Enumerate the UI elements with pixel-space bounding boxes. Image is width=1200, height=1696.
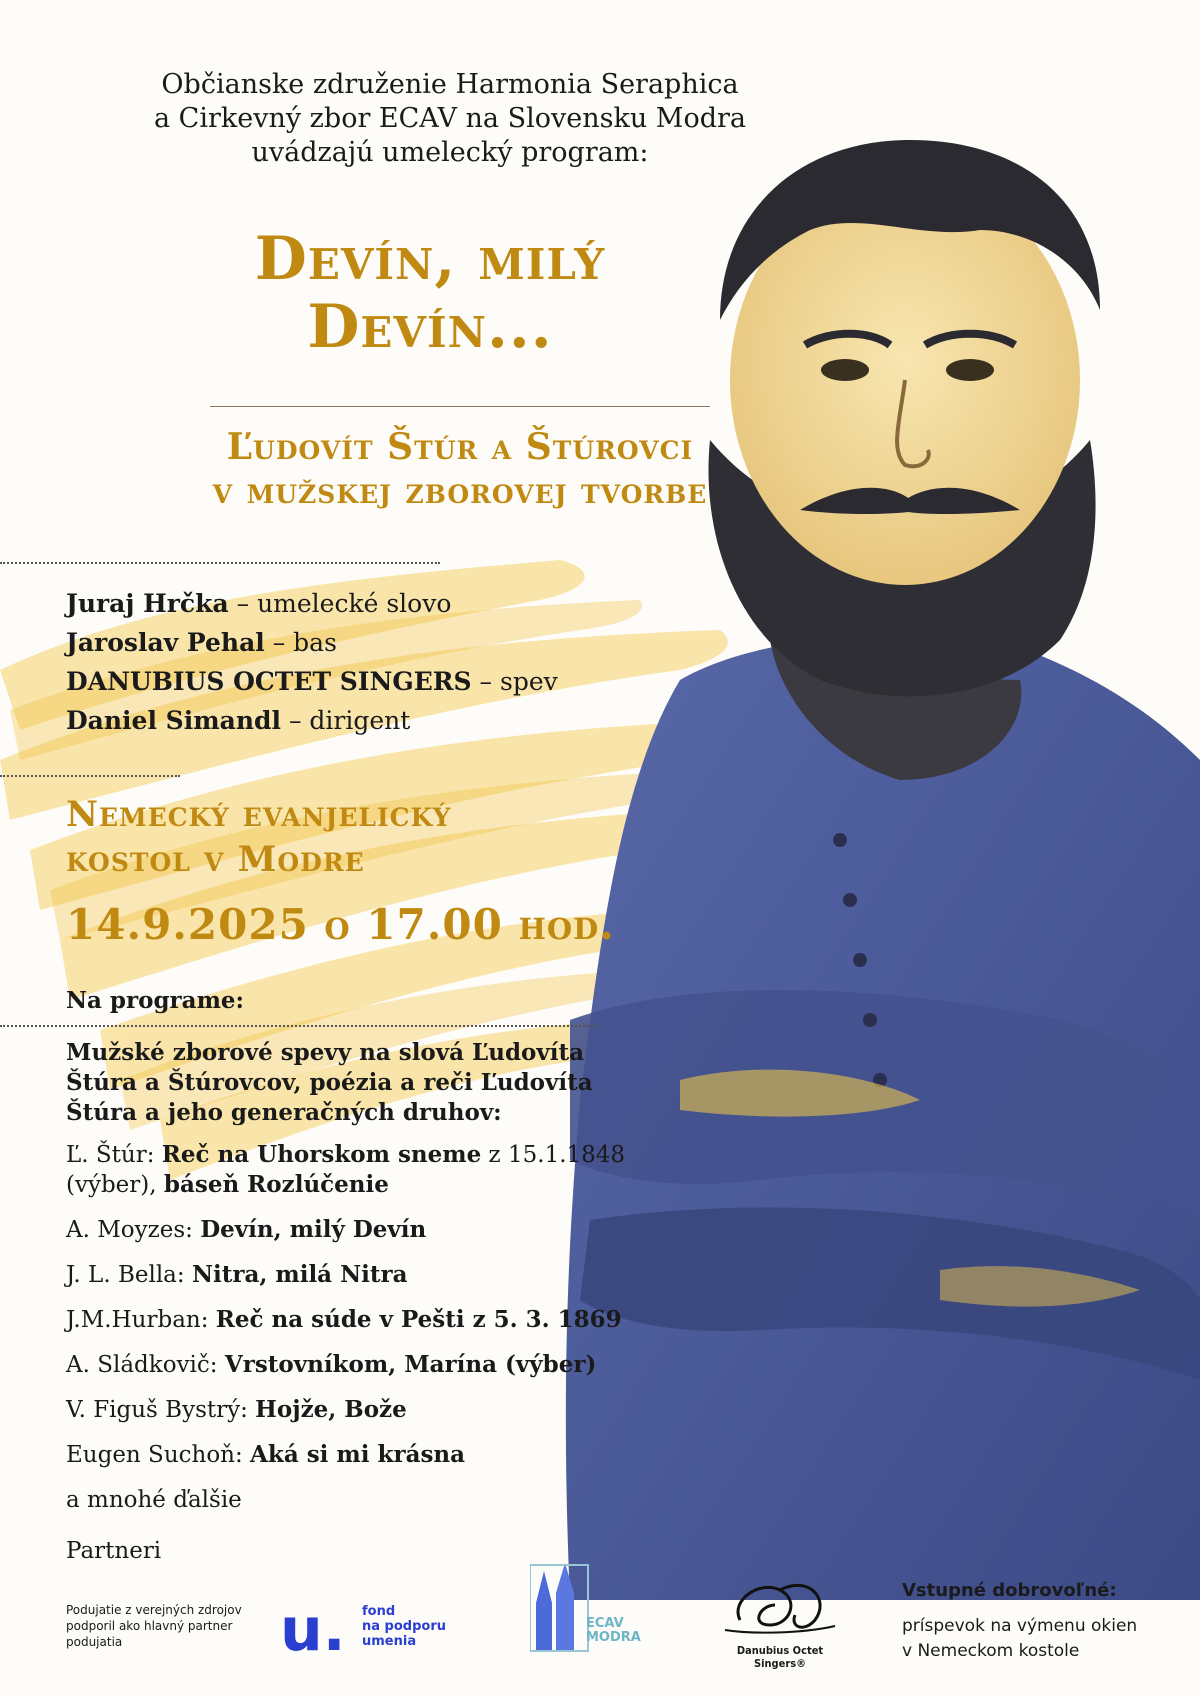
performer-role: – dirigent bbox=[281, 706, 411, 735]
program-work: Vrstovníkom, Marína (výber) bbox=[224, 1351, 597, 1378]
organizer-line-3: uvádzajú umelecký program: bbox=[251, 137, 649, 168]
program-author: Ľ. Štúr: bbox=[66, 1142, 162, 1168]
program-item bbox=[66, 1305, 626, 1335]
program-author: Eugen Suchoň: bbox=[66, 1442, 251, 1468]
performer-name: DANUBIUS OCTET SINGERS bbox=[66, 667, 472, 696]
subtitle-line-2: v mužskej zborovej tvorbe bbox=[212, 470, 708, 512]
program-author: J. L. Bella: bbox=[66, 1262, 192, 1288]
performer-item bbox=[66, 662, 558, 701]
venue-line-2: kostol v Modre bbox=[66, 839, 365, 880]
performer-role: – umelecké slovo bbox=[228, 589, 452, 618]
admission-line-2: v Nemeckom kostole bbox=[902, 1641, 1080, 1661]
program-author: V. Figuš Bystrý: bbox=[66, 1397, 256, 1423]
performer-name: Jaroslav Pehal bbox=[66, 628, 265, 657]
ecav-logo-text bbox=[586, 1617, 641, 1645]
fpu-logo-letter: u. bbox=[280, 1604, 346, 1656]
performer-role: – spev bbox=[471, 667, 558, 696]
performer-item bbox=[66, 623, 558, 662]
program-author: A. Sládkovič: bbox=[66, 1352, 225, 1378]
program-extra: z 15.1.1848 (výber), bbox=[66, 1142, 626, 1198]
program-item bbox=[66, 1350, 626, 1380]
performer-item bbox=[66, 701, 558, 740]
program-work: Reč na Uhorskom sneme bbox=[161, 1141, 482, 1168]
admission-heading: Vstupné dobrovoľné: bbox=[902, 1580, 1117, 1601]
admission-line-1: príspevok na výmenu okien bbox=[902, 1616, 1138, 1636]
fpu-logo bbox=[280, 1604, 360, 1656]
program-item bbox=[66, 1260, 626, 1290]
fpu-line-1: fond bbox=[362, 1604, 396, 1619]
performer-name: Daniel Simandl bbox=[66, 706, 282, 735]
dotted-divider bbox=[0, 562, 440, 564]
program-work: Devín, milý Devín bbox=[200, 1216, 427, 1243]
program-item bbox=[66, 1485, 626, 1515]
program-item bbox=[66, 1440, 626, 1470]
program-work: Nitra, milá Nitra bbox=[191, 1261, 408, 1288]
program-item bbox=[66, 1215, 626, 1245]
program-list bbox=[66, 1140, 626, 1530]
venue-line-1: Nemecký evanjelický bbox=[66, 794, 452, 835]
fpu-line-3: umenia bbox=[362, 1634, 417, 1649]
main-partner-note: Podujatie z verejných zdrojov podporil ako hlavný partner podujatia bbox=[66, 1603, 242, 1649]
program-work: Hojže, Bože bbox=[255, 1396, 407, 1423]
program-item bbox=[66, 1140, 626, 1200]
event-title bbox=[150, 225, 710, 361]
program-heading: Na programe: bbox=[66, 987, 245, 1014]
program-intro: Mužské zborové spevy na slová Ľudovíta Štúra a Štúrovcov, poézia a reči Ľudovíta Štúra a jeho generačných druhov: bbox=[66, 1039, 593, 1126]
performer-role: – bas bbox=[264, 628, 337, 657]
ecav-modra-logo bbox=[530, 1563, 590, 1653]
title-line-1: Devín, milý bbox=[254, 224, 606, 294]
event-datetime: 14.9.2025 o 17.00 hod. bbox=[66, 900, 615, 949]
program-item bbox=[66, 1395, 626, 1425]
event-venue bbox=[66, 792, 451, 882]
fpu-line-2: na podporu bbox=[362, 1619, 446, 1634]
event-subtitle bbox=[130, 425, 790, 513]
organizers-intro bbox=[150, 68, 750, 170]
organizer-line-1: Občianske združenie Harmonia Seraphica bbox=[161, 69, 739, 100]
title-divider bbox=[210, 406, 710, 407]
performer-name: Juraj Hrčka bbox=[66, 589, 229, 618]
subtitle-line-1: Ľudovít Štúr a Štúrovci bbox=[226, 426, 694, 468]
organizer-line-2: a Cirkevný zbor ECAV na Slovensku Modra bbox=[153, 103, 746, 134]
partners-heading: Partneri bbox=[66, 1538, 162, 1564]
dotted-divider bbox=[0, 1025, 600, 1027]
performers-list bbox=[66, 584, 558, 740]
dotted-divider bbox=[0, 775, 180, 777]
program-work: Aká si mi krásna bbox=[250, 1441, 466, 1468]
fpu-logo-text bbox=[362, 1604, 446, 1649]
danubius-octet-singers-logo bbox=[720, 1570, 840, 1642]
program-author: a mnohé ďalšie bbox=[66, 1487, 242, 1513]
performer-item bbox=[66, 584, 558, 623]
program-work-2: báseň Rozlúčenie bbox=[163, 1171, 389, 1198]
ecav-line-1: ECAV bbox=[586, 1616, 624, 1631]
dos-logo-text: Danubius Octet Singers® bbox=[736, 1644, 824, 1670]
program-author: J.M.Hurban: bbox=[66, 1307, 216, 1333]
ecav-line-2: MODRA bbox=[586, 1630, 641, 1645]
title-line-2: Devín... bbox=[307, 292, 553, 362]
program-author: A. Moyzes: bbox=[66, 1217, 201, 1243]
admission-details bbox=[902, 1614, 1192, 1664]
program-work: Reč na súde v Pešti z 5. 3. 1869 bbox=[215, 1306, 622, 1333]
